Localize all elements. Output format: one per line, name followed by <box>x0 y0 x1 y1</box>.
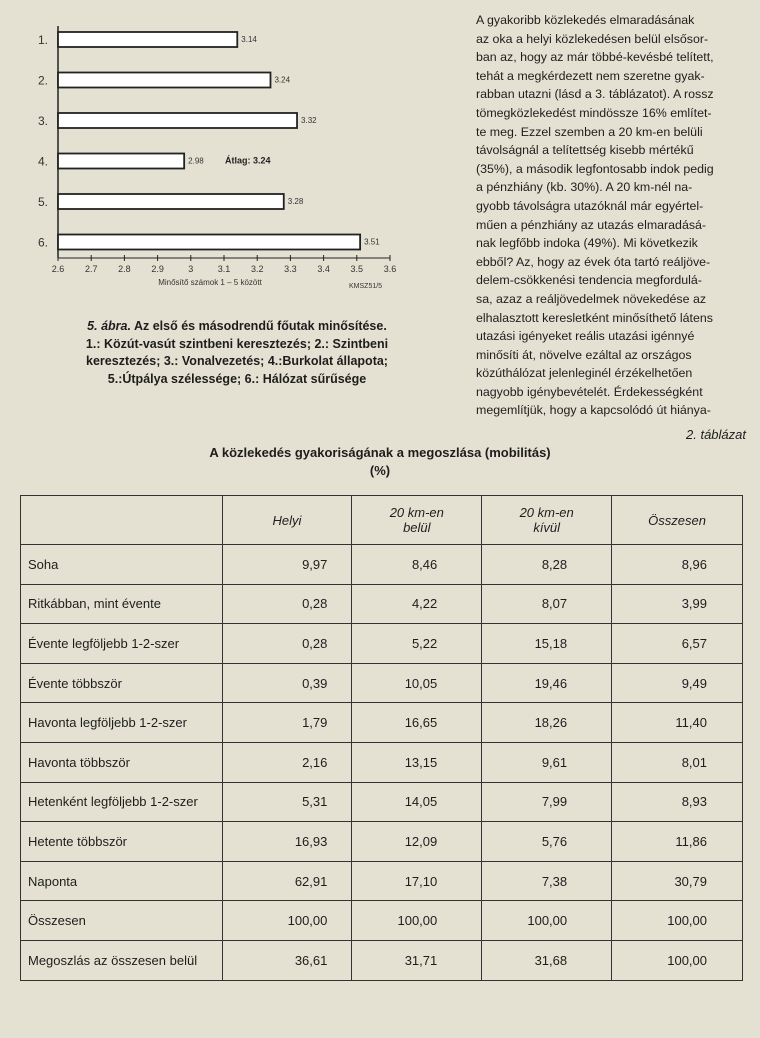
category-label: 3. <box>38 114 49 128</box>
bar-value-label: 3.32 <box>301 116 317 125</box>
table-header-cell <box>482 496 612 545</box>
bar-value-label: 3.14 <box>241 35 257 44</box>
body-text-line: távolságnál a telítettség kisebb mértékű <box>476 143 694 158</box>
table-row-label: Hetente többször <box>21 822 223 862</box>
table-cell-value: 8,96 <box>612 545 743 585</box>
bar <box>58 235 360 250</box>
table-header-text: kívül <box>533 520 561 535</box>
bar-value-label: 3.28 <box>287 197 304 206</box>
table-row-label: Hetenként legföljebb 1-2-szer <box>21 782 223 822</box>
table-cell-value: 12,09 <box>352 822 482 862</box>
table-row <box>21 545 743 585</box>
table-cell-value: 8,93 <box>612 782 743 822</box>
x-tick-label: 2.7 <box>84 264 98 274</box>
figure-legend-line: keresztezés; 3.: Vonalvezetés; 4.:Burkolat állapota; <box>86 354 388 368</box>
table-cell-value: 16,93 <box>222 822 352 862</box>
body-text-line: ban az, hogy az már többé-kevésbé telített, <box>476 50 714 65</box>
table-row <box>21 624 743 664</box>
mobility-table <box>20 495 743 981</box>
table-cell-value: 11,40 <box>612 703 743 743</box>
table-cell-value: 8,46 <box>352 545 482 585</box>
table-cell-value: 8,07 <box>482 584 612 624</box>
table-title-main: A közlekedés gyakoriságának a megoszlása (mobilitás) <box>209 445 551 460</box>
bar <box>58 194 284 209</box>
figure-caption-line-1 <box>38 318 436 336</box>
rating-bar-chart <box>0 0 420 300</box>
table-row-label: Összesen <box>21 901 223 941</box>
table-cell-value: 4,22 <box>352 584 482 624</box>
table-cell-value: 100,00 <box>612 901 743 941</box>
table-row <box>21 703 743 743</box>
table-row <box>21 940 743 980</box>
table-cell-value: 11,86 <box>612 822 743 862</box>
table-row <box>21 742 743 782</box>
figure-legend-line: 1.: Közút-vasút szintbeni keresztezés; 2.: Szintbeni <box>85 336 389 351</box>
table-cell-value: 18,26 <box>482 703 612 743</box>
table-header-cell <box>352 496 482 545</box>
table-cell-value: 8,28 <box>482 545 612 585</box>
body-text-line: sa, azaz a reáljövedelmek növekedése az <box>476 291 707 306</box>
bar <box>58 154 184 169</box>
bar <box>58 113 297 128</box>
body-text-line: megemlítjük, hogy a kapcsolódó út hiánya- <box>476 403 711 418</box>
x-axis-title: Minősítő számok 1 – 5 között <box>158 278 262 287</box>
table-row-label: Évente többször <box>21 663 223 703</box>
table-header-blank <box>21 496 223 545</box>
table-header-text: 20 km-en <box>519 505 574 520</box>
x-tick-label: 3.2 <box>250 264 264 274</box>
table-cell-value: 100,00 <box>482 901 612 941</box>
table-cell-value: 31,71 <box>352 940 482 980</box>
bar-value-label: 2.98 <box>188 156 204 166</box>
body-text-line: az oka a helyi közlekedésen belül elsősor- <box>476 31 709 46</box>
x-tick-label: 3.6 <box>383 264 397 274</box>
x-tick-label: 2.9 <box>151 264 164 274</box>
body-text-line: (35%), a második legfontosabb indok pedig <box>476 161 714 176</box>
table-number: 2. táblázat <box>686 427 746 442</box>
body-text-column <box>476 11 746 420</box>
x-tick-label: 3.4 <box>317 264 330 274</box>
table-cell-value: 16,65 <box>352 703 482 743</box>
table-cell-value: 0,28 <box>222 624 352 664</box>
table-row <box>21 584 743 624</box>
table-cell-value: 17,10 <box>352 861 482 901</box>
x-tick-label: 2.6 <box>51 264 65 274</box>
body-text-line: közúthálózat jelenleginél érzékelhetően <box>476 366 693 381</box>
table-cell-value: 5,31 <box>222 782 352 822</box>
table-row-label: Soha <box>21 545 223 585</box>
table-header-text: belül <box>403 520 431 535</box>
table-cell-value: 3,99 <box>612 584 743 624</box>
table-header-cell <box>612 496 743 545</box>
table-cell-value: 5,22 <box>352 624 482 664</box>
x-tick-label: 3.3 <box>284 264 297 274</box>
bar-value-label: 3.51 <box>364 237 380 247</box>
bar <box>58 32 237 47</box>
table-cell-value: 19,46 <box>482 663 612 703</box>
body-text-line: a pénzhiány (kb. 30%). A 20 km-nél na- <box>476 180 693 195</box>
table-cell-value: 0,28 <box>222 584 352 624</box>
table-row-label: Megoszlás az összesen belül <box>21 940 223 980</box>
category-label: 4. <box>38 154 49 169</box>
body-text-line: nak legfőbb indoka (49%). Mi következik <box>476 236 698 251</box>
table-cell-value: 0,39 <box>222 663 352 703</box>
table-row <box>21 663 743 703</box>
table-row-label: Naponta <box>21 861 223 901</box>
table-cell-value: 13,15 <box>352 742 482 782</box>
x-tick-label: 3 <box>188 264 194 274</box>
average-annotation: Átlag: 3.24 <box>225 155 271 166</box>
table-title-unit: (%) <box>369 463 391 478</box>
table-cell-value: 9,49 <box>612 663 743 703</box>
figure-legend-line: 5.:Útpálya szélessége; 6.: Hálózat sűrűsége <box>107 371 367 386</box>
table-header-text: Összesen <box>648 512 706 528</box>
body-text-line: tehát a megkérdezett nem szeretne gyak- <box>476 68 705 83</box>
bar <box>58 73 270 88</box>
category-label: 2. <box>38 73 49 88</box>
table-cell-value: 15,18 <box>482 624 612 664</box>
table-cell-value: 100,00 <box>352 901 482 941</box>
table-cell-value: 8,01 <box>612 742 743 782</box>
table-row-label: Havonta többször <box>21 742 223 782</box>
table-header-cell <box>222 496 352 545</box>
table-cell-value: 14,05 <box>352 782 482 822</box>
body-text-line: tömegközlekedést mindössze 16% említet- <box>476 105 712 120</box>
table-cell-value: 30,79 <box>612 861 743 901</box>
table-cell-value: 7,38 <box>482 861 612 901</box>
table-cell-value: 10,05 <box>352 663 482 703</box>
table-row <box>21 822 743 862</box>
table-cell-value: 2,16 <box>222 742 352 782</box>
table-cell-value: 6,57 <box>612 624 743 664</box>
body-text-line: A gyakoribb közlekedés elmaradásának <box>476 13 695 27</box>
table-header-row <box>21 496 743 545</box>
body-text-line: műen a pénzhiány az utazás elmaradásá- <box>476 217 707 232</box>
table-row-label: Évente legföljebb 1-2-szer <box>21 624 223 664</box>
table-row <box>21 861 743 901</box>
figure-title: Az első és másodrendű főutak minősítése. <box>133 319 387 333</box>
table-cell-value: 1,79 <box>222 703 352 743</box>
table-cell-value: 9,97 <box>222 545 352 585</box>
figure-caption <box>38 318 436 388</box>
source-label: KMSZ51/5 <box>349 283 383 290</box>
category-label: 5. <box>38 195 49 209</box>
body-text-line: rabban utazni (lásd a 3. táblázatot). A rossz <box>476 87 714 102</box>
table-row <box>21 901 743 941</box>
x-tick-label: 2.8 <box>118 264 131 274</box>
body-text-line: minősíti át, növelve ezáltal az országos <box>476 347 692 362</box>
table-cell-value: 100,00 <box>222 901 352 941</box>
table-row-label: Ritkábban, mint évente <box>21 584 223 624</box>
table-cell-value: 31,68 <box>482 940 612 980</box>
body-text-line: delem-csökkenési tendencia megfordulá- <box>476 273 702 288</box>
table-cell-value: 9,61 <box>482 742 612 782</box>
table-header-text: Helyi <box>272 512 302 528</box>
table-body <box>21 545 743 981</box>
table-cell-value: 62,91 <box>222 861 352 901</box>
figure-number: 5. ábra. <box>87 319 131 333</box>
table-row <box>21 782 743 822</box>
body-text-line: utazási igényeket reális utazási igénnyé <box>476 329 695 344</box>
body-text-line: nagyobb igénybevételét. Érdekességként <box>476 384 703 399</box>
table-header-text: 20 km-en <box>389 505 444 520</box>
table-cell-value: 100,00 <box>612 940 743 980</box>
category-label: 6. <box>38 235 49 250</box>
body-text-line: gyobb távolságra utazóknál már egyértel- <box>476 198 704 213</box>
table-row-label: Havonta legföljebb 1-2-szer <box>21 703 223 743</box>
table-cell-value: 36,61 <box>222 940 352 980</box>
body-text-line: ebből? Az, hogy az évek óta tartó reáljöve- <box>476 254 711 269</box>
bar-value-label: 3.24 <box>274 75 291 85</box>
x-tick-label: 3.1 <box>217 264 231 274</box>
category-label: 1. <box>38 33 49 47</box>
body-text-line: te meg. Ezzel szemben a 20 km-en belüli <box>476 124 703 139</box>
table-cell-value: 7,99 <box>482 782 612 822</box>
table-title <box>0 444 760 480</box>
table-cell-value: 5,76 <box>482 822 612 862</box>
x-tick-label: 3.5 <box>350 264 364 274</box>
body-text-line: elhalasztott keresletként minősíthető látens <box>476 310 713 325</box>
